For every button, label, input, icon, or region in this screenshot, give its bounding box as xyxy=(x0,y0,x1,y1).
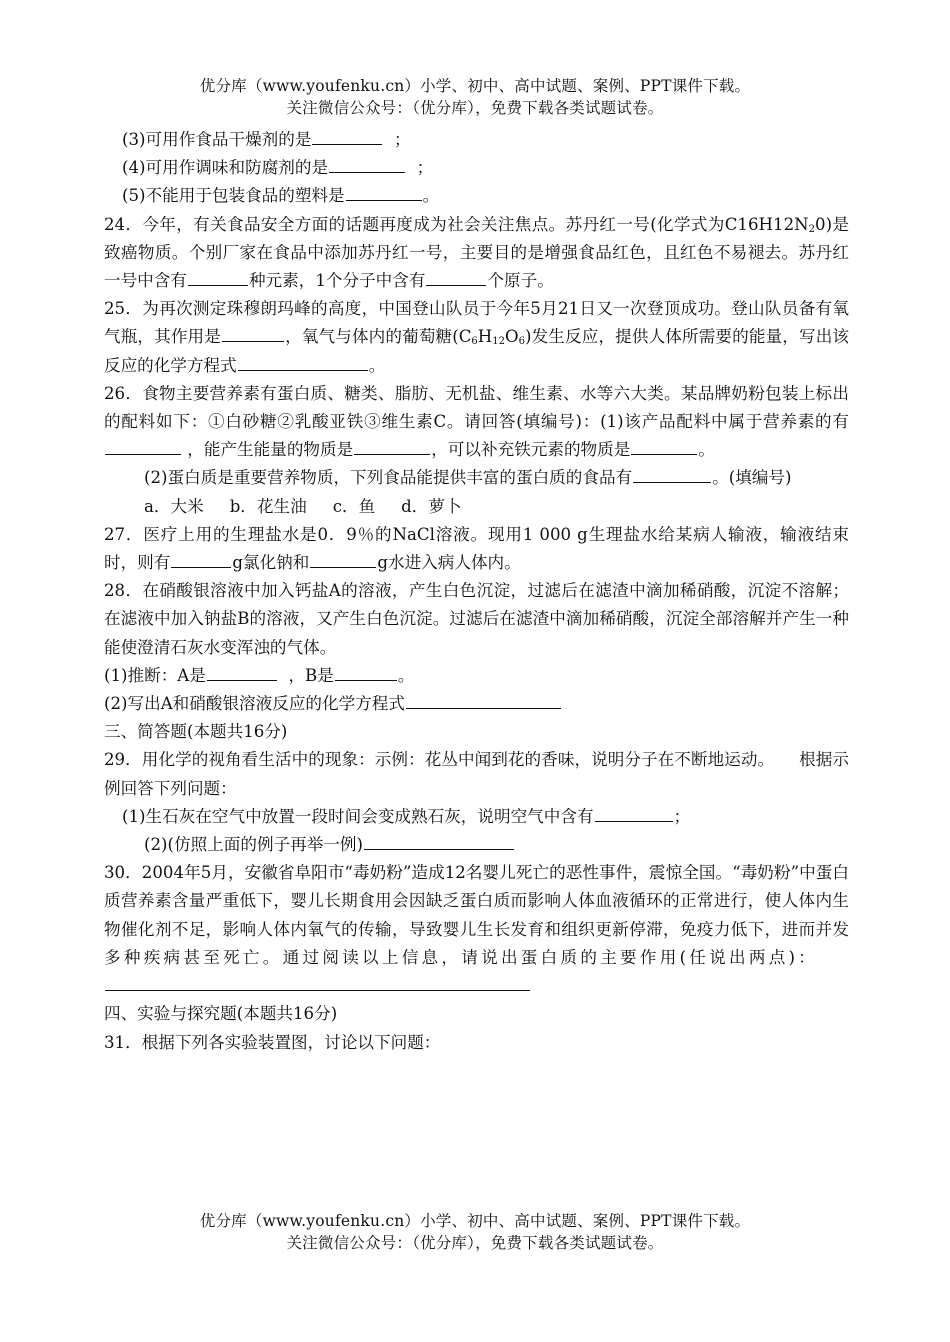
answer-blank[interactable] xyxy=(105,436,181,455)
answer-blank[interactable] xyxy=(329,154,405,173)
question-26-part2: (2)蛋白质是重要营养物质，下列食品能提供丰富的蛋白质的食品有 。(填编号) xyxy=(104,464,849,492)
question-25: 25．为再次测定珠穆朗玛峰的高度，中国登山队员于今年5月21日又一次登顶成功。登山队员备有氧气瓶，其作用是 ，氧气与体内的葡萄糖$(C_6H_{12}O_6)$发生反应，提供人体所需要的能量，写出该反应的化学方程式 。 xyxy=(104,299,850,375)
document-body xyxy=(104,126,849,1057)
header-line-2: 关注微信公众号：（优分库），免费下载各类试题试卷。 xyxy=(286,99,664,117)
q23-part3: (3)可用作食品干燥剂的是 ； xyxy=(104,126,849,154)
question-29-part1: (1)生石灰在空气中放置一段时间会变成熟石灰，说明空气中含有 ； xyxy=(104,803,849,831)
question-29-part2: (2)(仿照上面的例子再举一例) xyxy=(104,831,849,859)
answer-blank[interactable] xyxy=(222,323,284,342)
answer-blank[interactable] xyxy=(207,662,277,681)
answer-blank[interactable] xyxy=(406,690,561,709)
question-24: 24．今年，有关食品安全方面的话题再度成为社会关注焦点。苏丹红一号(化学式为$C16H12N_20$)是致癌物质。个别厂家在食品中添加苏丹红一号，主要目的是增强食品红色，且红色不易褪去。苏丹红一号中含有 种元素，1个分子中含有 个原子。 xyxy=(104,214,849,291)
question-28-part2: (2)写出A和硝酸银溶液反应的化学方程式 xyxy=(104,690,849,718)
footer-line-1: 优分库（www.youfenku.cn）小学、初中、高中试题、案例、PPT课件下载。 xyxy=(199,1212,751,1230)
answer-blank[interactable] xyxy=(105,972,530,991)
option-c: c．鱼 xyxy=(332,496,376,516)
page-header xyxy=(0,75,950,119)
answer-blank[interactable] xyxy=(310,549,376,568)
footer-line-2: 关注微信公众号：（优分库），免费下载各类试题试卷。 xyxy=(286,1234,664,1252)
answer-blank[interactable] xyxy=(595,803,673,822)
answer-blank[interactable] xyxy=(631,436,697,455)
answer-blank[interactable] xyxy=(335,662,397,681)
q23-part5: (5)不能用于包装食品的塑料是 。 xyxy=(104,182,849,210)
question-26: 26．食物主要营养素有蛋白质、糖类、脂肪、无机盐、维生素、水等六大类。某品牌奶粉包装上标出的配料如下：①白砂糖②乳酸亚铁③维生素C。请回答(填编号)：(1)该产品配料中属于营养素的有 ，能产生能量的物质是 ，可以补充铁元素的物质是 。 xyxy=(104,383,849,460)
answer-blank[interactable] xyxy=(238,352,368,371)
option-b: b．花生油 xyxy=(229,496,307,516)
section-3-heading: 三、简答题(本题共16分) xyxy=(104,722,288,742)
page-footer xyxy=(0,1210,950,1254)
question-29: 29．用化学的视角看生活中的现象：示例：花丛中闻到花的香味，说明分子在不断地运动。 根据示例回答下列问题： xyxy=(104,750,849,798)
section-4-heading: 四、实验与探究题(本题共16分) xyxy=(104,1004,338,1024)
answer-blank[interactable] xyxy=(312,126,382,145)
answer-blank[interactable] xyxy=(188,267,248,286)
answer-blank[interactable] xyxy=(171,549,231,568)
question-28: 28．在硝酸银溶液中加入钙盐A的溶液，产生白色沉淀，过滤后在滤渣中滴加稀硝酸，沉淀不溶解；在滤液中加入钠盐B的溶液，又产生白色沉淀。过滤后在滤渣中滴加稀硝酸，沉淀全部溶解并产生一种能使澄清石灰水变浑浊的气体。 xyxy=(104,581,849,657)
question-27: 27．医疗上用的生理盐水是0．9％的NaCl溶液。现用1 000 g生理盐水给某病人输液，输液结束时，则有 g氯化钠和 g水进入病人体内。 xyxy=(104,524,849,573)
q23-part4: (4)可用作调味和防腐剂的是 ； xyxy=(104,154,849,182)
answer-blank[interactable] xyxy=(633,464,711,483)
answer-blank[interactable] xyxy=(354,436,430,455)
question-28-part1: (1)推断：A是 ，B是 。 xyxy=(104,662,849,690)
answer-blank[interactable] xyxy=(346,182,422,201)
option-a: a．大米 xyxy=(144,496,204,516)
header-line-1: 优分库（www.youfenku.cn）小学、初中、高中试题、案例、PPT课件下载。 xyxy=(199,77,751,95)
answer-blank[interactable] xyxy=(364,831,514,850)
question-31: 31．根据下列各实验装置图，讨论以下问题： xyxy=(104,1032,441,1052)
question-30: 30．2004年5月，安徽省阜阳市“毒奶粉”造成12名婴儿死亡的恶性事件，震惊全国。“毒奶粉”中蛋白质营养素含量严重低下，婴儿长期食用会因缺乏蛋白质而影响人体血液循环的正常进行，使人体内生物催化剂不足，影响人体内氧气的传输，导致婴儿生长发育和组织更新停滞，免疫力低下，进而并发多种疾病甚至死亡。通过阅读以上信息，请说出蛋白质的主要作用(任说出两点)： xyxy=(104,859,849,1000)
option-d: d．萝卜 xyxy=(401,496,462,516)
answer-blank[interactable] xyxy=(426,267,486,286)
question-26-options xyxy=(104,493,849,521)
